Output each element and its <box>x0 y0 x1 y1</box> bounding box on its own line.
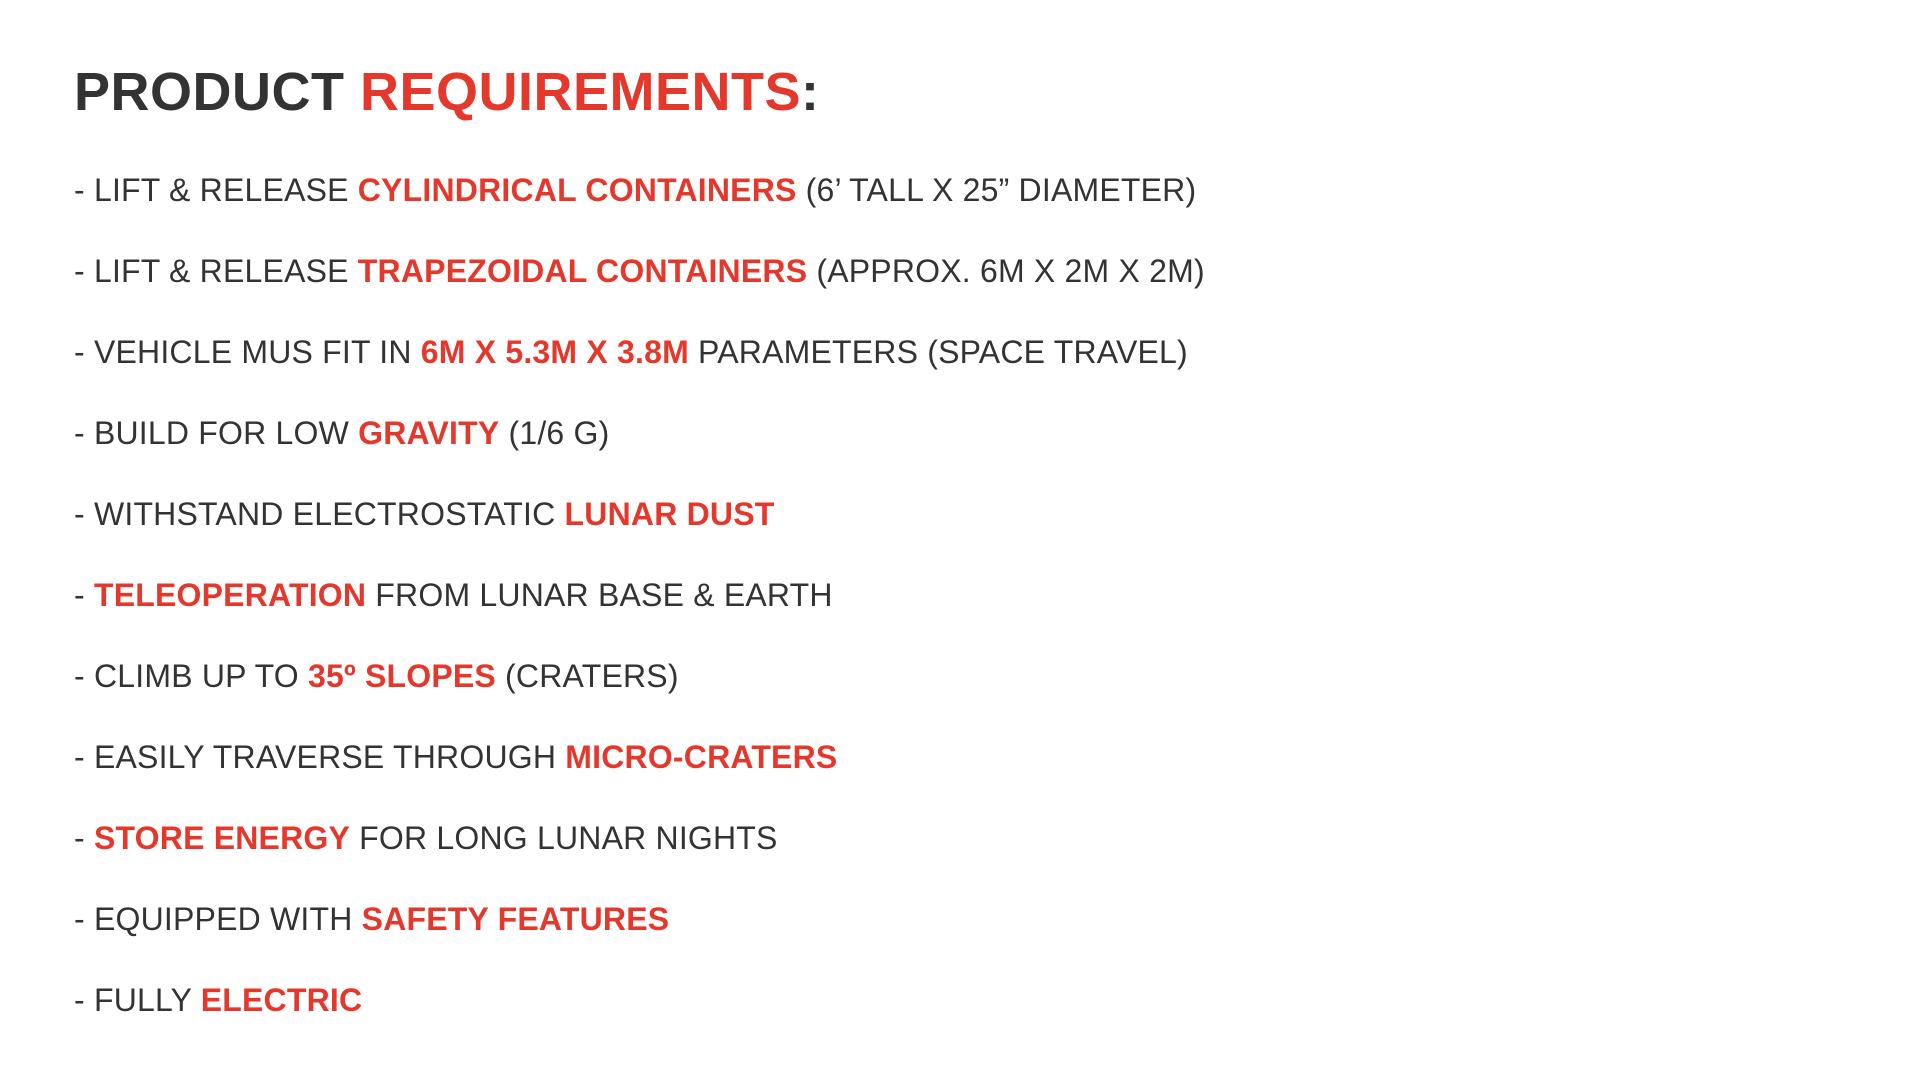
requirement-text: - BUILD FOR LOW <box>74 415 359 451</box>
requirement-highlight: SAFETY FEATURES <box>361 901 670 937</box>
requirement-text: - EASILY TRAVERSE THROUGH <box>74 739 566 775</box>
requirement-item <box>74 808 1205 889</box>
title-prefix: PRODUCT <box>74 62 360 122</box>
requirement-item <box>74 727 1205 808</box>
requirement-text: - CLIMB UP TO <box>74 658 308 694</box>
requirement-item <box>74 322 1205 403</box>
requirement-highlight: LUNAR DUST <box>564 496 775 532</box>
requirement-item <box>74 241 1205 322</box>
requirement-item <box>74 646 1205 727</box>
requirement-highlight: GRAVITY <box>358 415 500 451</box>
requirement-highlight: 35º SLOPES <box>307 658 496 694</box>
requirement-highlight: MICRO-CRATERS <box>565 739 838 775</box>
requirement-text: - LIFT & RELEASE <box>74 253 358 289</box>
requirement-text: - <box>74 577 94 613</box>
requirement-item <box>74 889 1205 970</box>
requirement-item <box>74 160 1205 241</box>
title-suffix: : <box>801 62 820 122</box>
requirement-highlight: TELEOPERATION <box>93 577 367 613</box>
requirement-highlight: TRAPEZOIDAL CONTAINERS <box>357 253 808 289</box>
requirement-text: - <box>74 820 94 856</box>
requirement-item <box>74 970 1205 1051</box>
requirement-highlight: ELECTRIC <box>200 982 363 1018</box>
requirement-highlight: CYLINDRICAL CONTAINERS <box>357 172 797 208</box>
requirement-text: - EQUIPPED WITH <box>74 901 362 937</box>
requirement-text: FOR LONG LUNAR NIGHTS <box>350 820 778 856</box>
requirement-item <box>74 484 1205 565</box>
requirement-highlight: STORE ENERGY <box>93 820 351 856</box>
requirement-highlight: 6M X 5.3M X 3.8M <box>420 334 689 370</box>
requirement-item <box>74 403 1205 484</box>
requirements-list <box>74 160 1205 1051</box>
slide-title <box>74 56 820 128</box>
requirement-text: - VEHICLE MUS FIT IN <box>74 334 421 370</box>
requirement-text: - LIFT & RELEASE <box>74 172 358 208</box>
requirement-text: - WITHSTAND ELECTROSTATIC <box>74 496 565 532</box>
requirement-text: - FULLY <box>74 982 201 1018</box>
requirement-item <box>74 565 1205 646</box>
requirement-text: (CRATERS) <box>495 658 679 694</box>
requirement-text: FROM LUNAR BASE & EARTH <box>366 577 833 613</box>
requirement-text: (6’ TALL X 25” DIAMETER) <box>796 172 1197 208</box>
requirement-text: (APPROX. 6M X 2M X 2M) <box>807 253 1205 289</box>
requirement-text: (1/6 G) <box>499 415 610 451</box>
requirement-text: PARAMETERS (SPACE TRAVEL) <box>688 334 1188 370</box>
title-highlight: REQUIREMENTS <box>360 62 802 122</box>
